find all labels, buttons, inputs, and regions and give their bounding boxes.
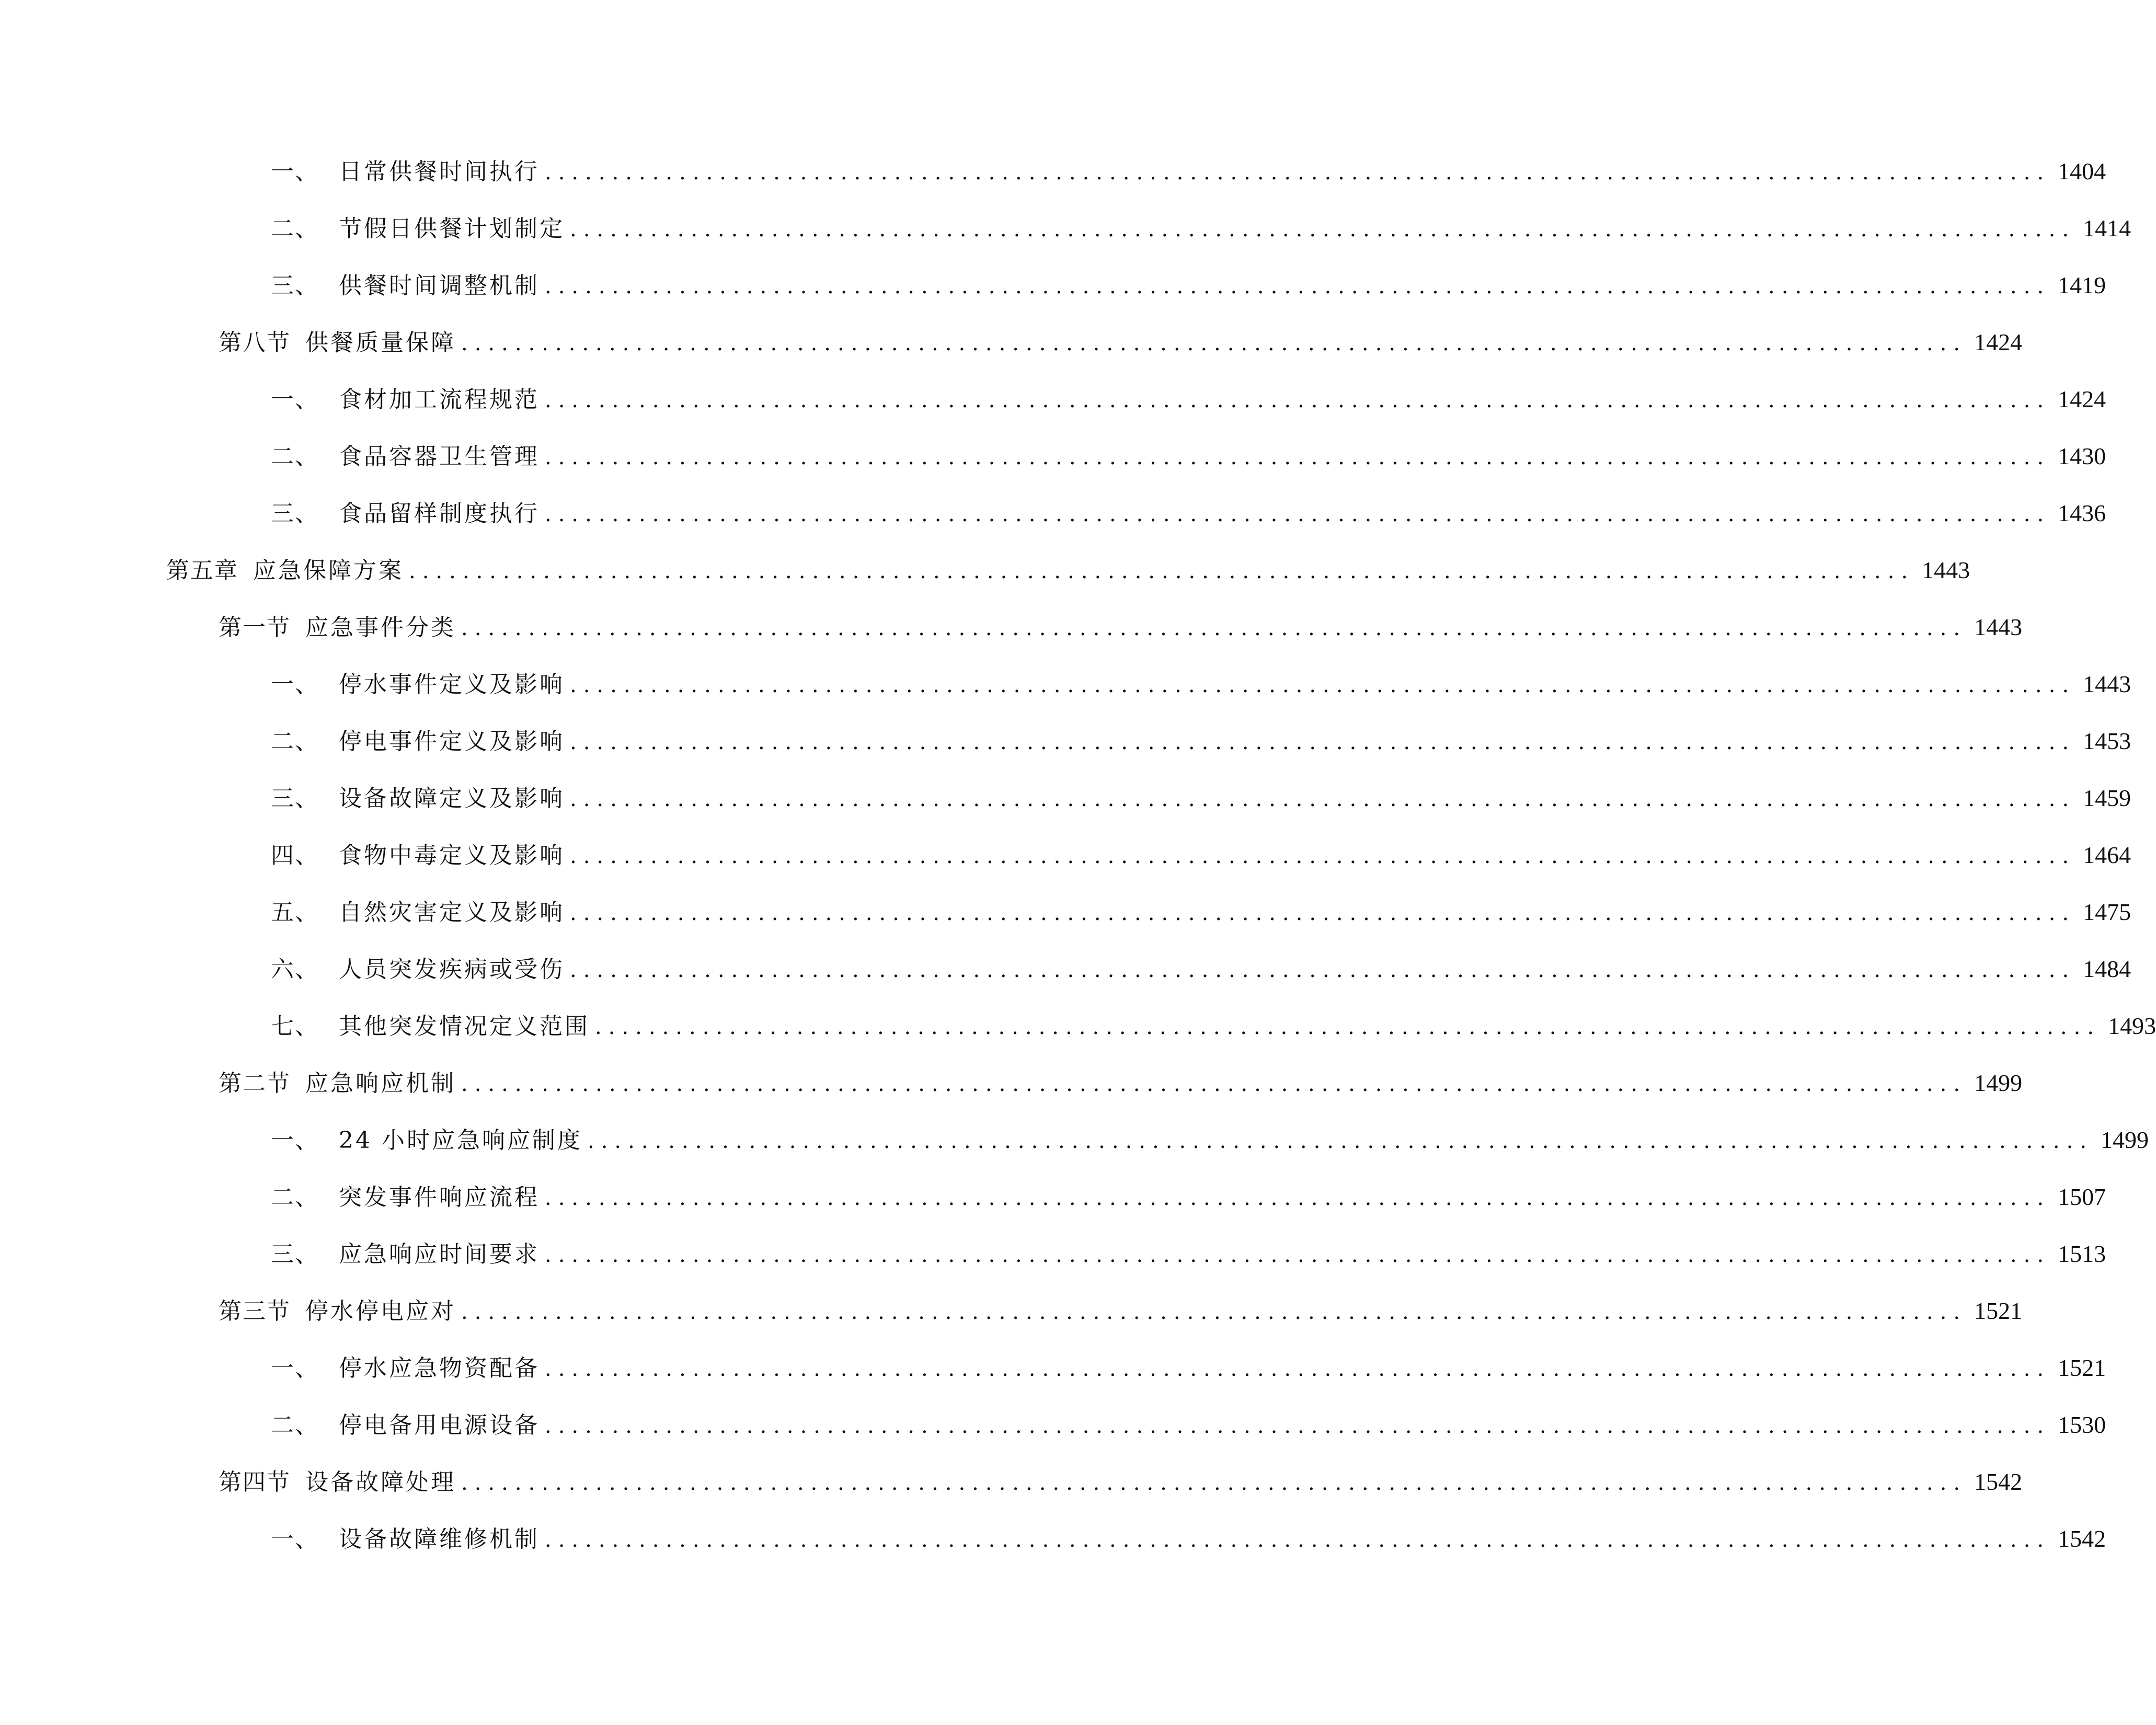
toc-dot-leader: ................................................................................................................ [461, 331, 1967, 355]
toc-entry-title: 应急响应机制 [305, 1070, 456, 1097]
toc-entry-title: 食物中毒定义及影响 [339, 842, 565, 869]
toc-dot-leader: ................................................................................................................ [570, 217, 2076, 242]
toc-page-number: 1443 [1922, 557, 1970, 583]
toc-entry-number: 六、 [271, 956, 319, 983]
toc-dot-leader: ................................................................................................................ [545, 388, 2051, 412]
toc-entry-number: 第五章 [166, 557, 238, 584]
toc-entry[interactable] [166, 555, 1970, 586]
toc-entry-number: 一、 [271, 1526, 319, 1552]
toc-entry-number: 第三节 [219, 1298, 291, 1325]
toc-entry[interactable] [271, 1409, 2106, 1441]
toc-entry-number: 二、 [271, 1412, 319, 1439]
toc-entry-title: 自然灾害定义及影响 [339, 899, 565, 926]
toc-entry[interactable] [271, 1352, 2106, 1384]
toc-entry-number: 三、 [271, 1241, 319, 1268]
toc-page-number: 1499 [2101, 1126, 2149, 1153]
toc-entry-number: 二、 [271, 443, 319, 470]
toc-entry-number: 一、 [271, 1355, 319, 1382]
toc-entry-title: 供餐时间调整机制 [339, 272, 540, 299]
toc-entry-number: 第八节 [219, 329, 291, 356]
toc-dot-leader: ................................................................................................................ [409, 559, 1915, 583]
toc-page-number: 1443 [1974, 614, 2023, 640]
toc-entry[interactable] [271, 896, 2131, 928]
toc-entry-title: 其他突发情况定义范围 [339, 1013, 590, 1040]
toc-entry[interactable] [271, 384, 2106, 415]
toc-entry-title: 停水事件定义及影响 [339, 671, 565, 698]
toc-dot-leader: ................................................................................................................ [461, 1471, 1967, 1495]
toc-entry-number: 一、 [271, 386, 319, 413]
toc-entry[interactable] [271, 840, 2131, 871]
toc-dot-leader: ................................................................................................................ [595, 1015, 2101, 1039]
toc-page-number: 1542 [1974, 1468, 2023, 1495]
toc-entry-number: 二、 [271, 215, 319, 242]
toc-entry-number: 一、 [271, 1127, 319, 1154]
toc-dot-leader: ................................................................................................................ [587, 1129, 2094, 1153]
toc-entry[interactable] [271, 441, 2106, 472]
toc-entry-title: 节假日供餐计划制定 [339, 215, 565, 242]
toc-entry-title: 停水应急物资配备 [339, 1355, 540, 1382]
toc-entry-number: 第一节 [219, 614, 291, 641]
toc-page-number: 1493 [2108, 1013, 2156, 1039]
toc-entry-title: 人员突发疾病或受伤 [339, 956, 565, 983]
toc-dot-leader: ................................................................................................................ [570, 844, 2076, 868]
toc-dot-leader: ................................................................................................................ [545, 1357, 2051, 1381]
toc-entry-title: 突发事件响应流程 [339, 1184, 540, 1211]
toc-entry[interactable] [271, 498, 2106, 529]
toc-dot-leader: ................................................................................................................ [545, 445, 2051, 469]
toc-page-number: 1507 [2058, 1183, 2106, 1210]
toc-entry[interactable] [271, 726, 2131, 757]
toc-entry-number: 三、 [271, 785, 319, 812]
toc-dot-leader: ................................................................................................................ [545, 502, 2051, 526]
toc-dot-leader: ................................................................................................................ [545, 274, 2051, 298]
toc-entry[interactable] [219, 1295, 2023, 1327]
toc-page-number: 1475 [2083, 899, 2131, 925]
toc-entry-title: 日常供餐时间执行 [339, 158, 540, 185]
toc-entry[interactable] [219, 612, 2023, 643]
toc-entry-title: 24 小时应急响应制度 [339, 1127, 582, 1154]
toc-page-number: 1424 [1974, 329, 2023, 355]
toc-dot-leader: ................................................................................................................ [545, 1414, 2051, 1438]
toc-dot-leader: ................................................................................................................ [570, 673, 2076, 697]
toc-page-number: 1521 [2058, 1354, 2106, 1381]
toc-entry-title: 食品容器卫生管理 [339, 443, 540, 470]
toc-entry-title: 停电事件定义及影响 [339, 728, 565, 755]
toc-entry-number: 三、 [271, 272, 319, 299]
toc-page-number: 1513 [2058, 1240, 2106, 1267]
toc-entry-title: 食材加工流程规范 [339, 386, 540, 413]
toc-entry-title: 应急事件分类 [305, 614, 456, 641]
toc-dot-leader: ................................................................................................................ [570, 958, 2076, 982]
toc-entry-number: 一、 [271, 671, 319, 698]
toc-page-number: 1414 [2083, 215, 2131, 242]
toc-entry-number: 第四节 [219, 1469, 291, 1496]
toc-page-number: 1436 [2058, 500, 2106, 526]
toc-entry-number: 第二节 [219, 1070, 291, 1097]
toc-entry-title: 停水停电应对 [305, 1298, 456, 1325]
toc-entry-number: 三、 [271, 500, 319, 527]
toc-page-number: 1521 [1974, 1297, 2023, 1324]
toc-entry[interactable] [271, 213, 2131, 244]
toc-entry[interactable] [271, 1523, 2106, 1555]
toc-entry-number: 二、 [271, 728, 319, 755]
toc-dot-leader: ................................................................................................................ [461, 616, 1967, 640]
toc-page-number: 1530 [2058, 1411, 2106, 1438]
toc-dot-leader: ................................................................................................................ [570, 901, 2076, 925]
toc-entry-title: 设备故障维修机制 [339, 1526, 540, 1552]
toc-entry-title: 供餐质量保障 [305, 329, 456, 356]
toc-entry[interactable] [271, 1181, 2106, 1213]
toc-dot-leader: ................................................................................................................ [545, 1528, 2051, 1552]
toc-entry-title: 设备故障定义及影响 [339, 785, 565, 812]
toc-entry-number: 五、 [271, 899, 319, 926]
toc-entry[interactable] [219, 327, 2023, 358]
toc-entry-number: 一、 [271, 158, 319, 185]
toc-entry-number: 二、 [271, 1184, 319, 1211]
toc-page-number: 1430 [2058, 443, 2106, 469]
toc-entry[interactable] [271, 1010, 2156, 1042]
toc-entry[interactable] [219, 1466, 2023, 1498]
toc-entry[interactable] [271, 1124, 2149, 1156]
toc-dot-leader: ................................................................................................................ [545, 1186, 2051, 1210]
toc-entry[interactable] [219, 1067, 2023, 1099]
toc-entry[interactable] [271, 1238, 2106, 1270]
toc-dot-leader: ................................................................................................................ [570, 787, 2076, 811]
toc-page-number: 1542 [2058, 1525, 2106, 1552]
toc-page-number: 1459 [2083, 785, 2131, 811]
toc-page-number: 1404 [2058, 158, 2106, 185]
toc-dot-leader: ................................................................................................................ [461, 1072, 1967, 1096]
toc-dot-leader: ................................................................................................................ [461, 1300, 1967, 1324]
toc-entry-title: 应急保障方案 [253, 557, 404, 584]
toc-dot-leader: ................................................................................................................ [545, 1243, 2051, 1267]
toc-entry-title: 应急响应时间要求 [339, 1241, 540, 1268]
toc-page-number: 1464 [2083, 842, 2131, 868]
toc-dot-leader: ................................................................................................................ [570, 730, 2076, 754]
toc-page-number: 1499 [1974, 1070, 2023, 1096]
toc-page-number: 1484 [2083, 956, 2131, 982]
toc-page-number: 1443 [2083, 671, 2131, 697]
toc-entry[interactable] [271, 783, 2131, 814]
toc-entry-title: 设备故障处理 [305, 1469, 456, 1496]
toc-entry[interactable] [271, 953, 2131, 985]
toc-entry-title: 停电备用电源设备 [339, 1412, 540, 1439]
toc-entry-number: 七、 [271, 1013, 319, 1040]
toc-entry[interactable] [271, 156, 2106, 187]
toc-page-number: 1424 [2058, 386, 2106, 412]
toc-page-number: 1453 [2083, 728, 2131, 754]
toc-entry[interactable] [271, 270, 2106, 301]
toc-entry[interactable] [271, 669, 2131, 700]
toc-entry-title: 食品留样制度执行 [339, 500, 540, 527]
toc-page-number: 1419 [2058, 272, 2106, 298]
toc-entry-number: 四、 [271, 842, 319, 869]
toc-dot-leader: ................................................................................................................ [545, 160, 2051, 185]
